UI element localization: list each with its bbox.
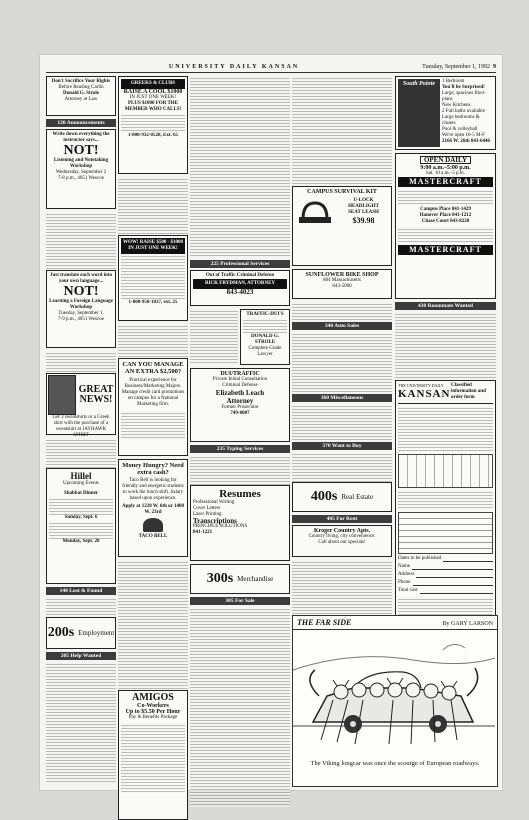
column-1 [46, 76, 116, 800]
form-subtitle: Classified information and order form [451, 383, 486, 400]
ad-out-of-traffic[interactable] [190, 270, 290, 306]
ad-line: You'll be Surprised! [442, 85, 485, 90]
ad-brand: PRINCIPLE SOLUTIONS [193, 524, 248, 529]
ad-line: 1 Bedroom [442, 79, 465, 84]
form-label: Dates to be published [398, 556, 442, 561]
ad-workshop-language[interactable] [46, 270, 116, 348]
ad-line: Large, spacious floor-plans [442, 91, 486, 102]
ad-workshop-notetaking[interactable] [46, 129, 116, 209]
ad-phone: 843-5000 [332, 284, 352, 289]
ad-not: NOT! [63, 143, 99, 158]
ad-title: OPEN DAILY [420, 156, 471, 164]
ad-title: Hillel [70, 471, 92, 481]
ad-greeks-clubs[interactable] [118, 76, 188, 174]
ad-survival-kit[interactable] [292, 186, 392, 266]
name-field[interactable] [412, 564, 493, 570]
section-lost-found: 140 Lost & Found [46, 587, 116, 595]
ad-kroger-country[interactable] [292, 525, 392, 557]
ad-body: Taco Bell is looking for friendly and energetic students to work the lunch shift. Salary based upon experience. [122, 478, 184, 501]
section-for-sale: 305 For Sale [190, 597, 290, 605]
ad-title: TRAFFIC-DUI'S [246, 312, 284, 317]
classified-text-block [190, 309, 238, 365]
ad-line: Chase Court 843-8220 [421, 219, 470, 224]
ad-sub: Employment [78, 629, 115, 637]
ad-hours: 9:00 a.m.–5:00 p.m. [420, 165, 471, 171]
section-announcements: 120 Announcements [46, 119, 116, 127]
column-3 [190, 76, 290, 800]
ad-great-news[interactable] [46, 373, 116, 438]
event: Monday, Sept. 28 [62, 539, 100, 544]
classified-text-block [292, 560, 392, 620]
ad-can-you-manage[interactable] [118, 358, 188, 456]
ad-open-daily[interactable] [395, 153, 496, 299]
ad-price: $39.98 [352, 216, 375, 225]
ad-line: Pool & volleyball [442, 127, 478, 132]
ad-when: Tuesday, September 1, [58, 311, 104, 316]
cartoon-byline: By GARY LARSON [442, 621, 493, 627]
section-professional: 225 Professional Services [190, 260, 290, 268]
ad-south-pointe[interactable] [395, 76, 496, 150]
ad-copy-grid[interactable] [398, 512, 493, 554]
ad-title: Out of Traffic Criminal Defense [205, 273, 275, 278]
ad-name: DONALD G. STROLE [250, 334, 280, 345]
classified-text-block [292, 76, 392, 186]
ad-brand: MASTERCRAFT [398, 245, 493, 255]
ad-week: IN JUST ONE WEEK! [129, 95, 177, 100]
ad-line: Don't Sacrifice Your Rights [51, 79, 111, 84]
ad-line: Call about our specials! [318, 540, 366, 545]
ad-sunflower-bike-shop[interactable] [292, 269, 392, 299]
ad-title: Listening and Notetaking Workshop [53, 158, 109, 169]
classified-text-block [292, 452, 392, 482]
section-auto-sales: 340 Auto Sales [292, 322, 392, 330]
ad-dui-traffic[interactable] [190, 368, 290, 442]
ad-line: Large bedrooms & closets [442, 115, 480, 126]
ad-line: Hanover Place 841-1212 [419, 213, 472, 218]
ad-name: Elizabeth Leach [215, 389, 265, 397]
ad-brand: MASTERCRAFT [398, 177, 493, 187]
ad-hillel[interactable] [46, 468, 116, 584]
ad-brand: TACO BELL [138, 534, 168, 539]
classified-text-block [46, 351, 116, 373]
ad-line: 2 Full baths available [442, 109, 485, 114]
ad-line: We're open 10-5 M-F [442, 133, 485, 138]
ad-title: WOW! RAISE $500 - $1000 IN JUST ONE WEEK! [121, 238, 185, 254]
ad-when: Wednesday, September 2 [55, 170, 107, 175]
ad-title: AMIGOS [132, 692, 174, 703]
ad-400s [292, 482, 392, 512]
ad-not: NOT! [63, 284, 99, 299]
ad-line: U-LOCK [353, 198, 374, 203]
ad-role: Attorney [226, 397, 254, 405]
ad-pay: Up to $5.50 Per Hour [125, 709, 181, 715]
ad-time: 7-9 p.m., 4051 Wescoe [58, 317, 104, 322]
ad-title: CAN YOU MANAGE AN EXTRA $2,500? [122, 361, 184, 375]
ad-big: 400s [310, 489, 338, 504]
form-title: KANSAN [398, 388, 451, 400]
ad-line: Criminal Defense [222, 383, 258, 388]
rate-table [398, 454, 493, 488]
ad-300s [190, 564, 290, 594]
ad-resumes[interactable] [190, 485, 290, 561]
section-roommate: 430 Roommate Wanted [395, 302, 496, 310]
event: Sunday, Sept. 6 [64, 515, 98, 520]
ad-line: Before Reading Carlin [58, 85, 104, 90]
ad-title: GREEKS & CLUBS [121, 79, 185, 89]
section-want-to-buy: 370 Want to Buy [292, 442, 392, 450]
section-help-wanted: 205 Help Wanted [46, 652, 116, 660]
ad-sub: Former Prosecutor [221, 405, 259, 410]
viking-car-drawing [293, 630, 495, 758]
section-for-rent: 405 For Rent [292, 515, 392, 523]
cartoon-caption: The Viking longcar was once the scourge of European roadways. [310, 760, 480, 767]
form-label: Total cost [398, 588, 418, 593]
ad-line: HEADLIGHT [348, 204, 379, 209]
classified-text-block [118, 560, 188, 690]
form-row [398, 580, 493, 586]
ad-big: 200s [47, 625, 75, 640]
ad-title: Money Hungry? Need extra cash? [122, 462, 184, 476]
ad-line: Write down everything the instructor says... [52, 132, 110, 143]
ad-phone: 1-800-950-1037, ext. 25 [128, 300, 178, 305]
newspaper-title: UNIVERSITY DAILY KANSAN [168, 64, 300, 70]
form-row [398, 564, 493, 570]
classified-order-form[interactable] [395, 380, 496, 616]
ad-phone: 841-1221 [193, 530, 213, 535]
ad-line: New Kitchens [442, 103, 471, 108]
classified-text-block [46, 662, 116, 782]
ad-addr: 804 Massachusetts [323, 278, 361, 283]
ad-line: SEAT LEASH [348, 210, 379, 215]
classified-text-block [118, 324, 188, 358]
ad-name: Donald G. Strole [63, 91, 99, 96]
bike-lock-icon [295, 199, 335, 225]
ad-sub: Co-Workers [137, 703, 169, 709]
ad-line: Laser Printing [193, 512, 222, 517]
ad-title: South Pointe [398, 79, 440, 147]
far-side-cartoon [292, 615, 498, 787]
photo-image [48, 375, 76, 415]
cartoon-title: THE FAR SIDE [297, 618, 352, 627]
form-row [398, 572, 493, 578]
ad-sub: Upcoming Events [63, 481, 99, 486]
ad-phone: 2166 W. 26th 843-6446 [442, 139, 491, 144]
ad-raise: RAISE A COOL $1000 [123, 89, 183, 95]
ad-dont-sacrifice[interactable] [46, 76, 116, 116]
form-row [398, 556, 493, 562]
header-date: Tuesday, September 1, 1992 [422, 64, 490, 70]
ad-line: Private Initial Consultation [212, 377, 268, 382]
form-label: Address [398, 572, 415, 577]
classified-text-block [46, 212, 116, 270]
ad-title: GREAT NEWS! [78, 384, 114, 405]
ad-title: Kroger Country Apts. [313, 528, 371, 534]
ad-title: Resumes [219, 488, 261, 500]
ad-big: 300s [206, 571, 234, 586]
ad-benefits: Pay & Benefits Package [128, 715, 178, 720]
ad-sub: Get 3 sweatshirts or a Greek shirt with the purchase of a sweatshirt at JAYHAWK SPIRIT [52, 415, 110, 438]
form-label: Name [398, 564, 410, 569]
ad-200s [46, 617, 116, 649]
ad-line: Just translate each word into your own language... [50, 273, 112, 284]
ad-money-hungry[interactable] [118, 459, 188, 557]
ad-hours: Sat. 10 a.m.–5 p.m. [426, 171, 465, 176]
page-number: 9 [493, 64, 496, 70]
ad-sub: Attorney at Law [64, 97, 98, 102]
ad-sub: Real Estate [341, 493, 374, 501]
ad-sub: Merchandise [237, 575, 274, 583]
classified-text-block [292, 302, 392, 320]
classified-text-block [46, 438, 116, 468]
ad-sub: Complete Grade Lawyer [248, 346, 282, 357]
ad-body: Practical experience for Business/Marketing Majors. Manage credit card promotions on campus for a National Marketing firm. [121, 378, 185, 407]
section-miscellaneous: 360 Miscellaneous [292, 394, 392, 402]
form-pre: THE UNIVERSITY DAILY [398, 383, 444, 388]
ad-title: SUNFLOWER BIKE SHOP [305, 272, 379, 278]
ad-title: CAMPUS SURVIVAL KIT [307, 189, 377, 195]
ad-wow[interactable] [118, 235, 188, 321]
section-typing: 235 Typing Services [190, 445, 290, 453]
classified-text-block [190, 607, 290, 807]
total-field[interactable] [420, 588, 493, 594]
classified-text-block [190, 76, 290, 258]
ad-traffic-duis[interactable] [240, 309, 290, 365]
ad-line: Campus Place 841-1429 [420, 207, 471, 212]
ad-time: 7-8 p.m., 4051 Wescoe [58, 176, 104, 181]
ad-phone: 843-4023 [226, 288, 254, 296]
classified-text-block [292, 332, 392, 392]
classified-text-block [190, 455, 290, 485]
ad-apply: Apply at 1220 W. 6th or 1408 W. 23rd [121, 504, 184, 515]
ad-amigos[interactable] [118, 690, 188, 820]
page-header [46, 62, 496, 73]
form-row [398, 588, 493, 594]
column-2 [118, 76, 188, 800]
classified-text-block [46, 597, 116, 617]
ad-phone: 749-0087 [230, 411, 250, 416]
taco-bell-logo-icon [143, 518, 163, 532]
ad-line: Cover Letters [193, 506, 221, 511]
phone-field[interactable] [413, 580, 494, 586]
ad-phone: 1-800-932-0528, Ext. 65 [128, 133, 178, 138]
ad-title: DUI/TRAFFIC [220, 371, 260, 377]
classified-text-block [118, 177, 188, 235]
ad-title: Learning a Foreign Language Workshop [49, 299, 113, 310]
ad-plus: PLUS $1000 FOR THE MEMBER WHO CALLS! [124, 101, 182, 112]
classified-text-block [395, 312, 496, 380]
ad-line: Transcriptions [193, 517, 237, 525]
ad-name: RICK FRYDMAN, ATTORNEY [193, 279, 287, 289]
classified-text-block [292, 404, 392, 440]
ad-line: Country living, city convenience. [308, 534, 376, 539]
dates-field[interactable] [443, 556, 493, 562]
event: Shabbat Dinner [63, 491, 99, 496]
address-field[interactable] [416, 572, 493, 578]
ad-line: Professional Writing [193, 500, 235, 505]
form-label: Phone [398, 580, 411, 585]
